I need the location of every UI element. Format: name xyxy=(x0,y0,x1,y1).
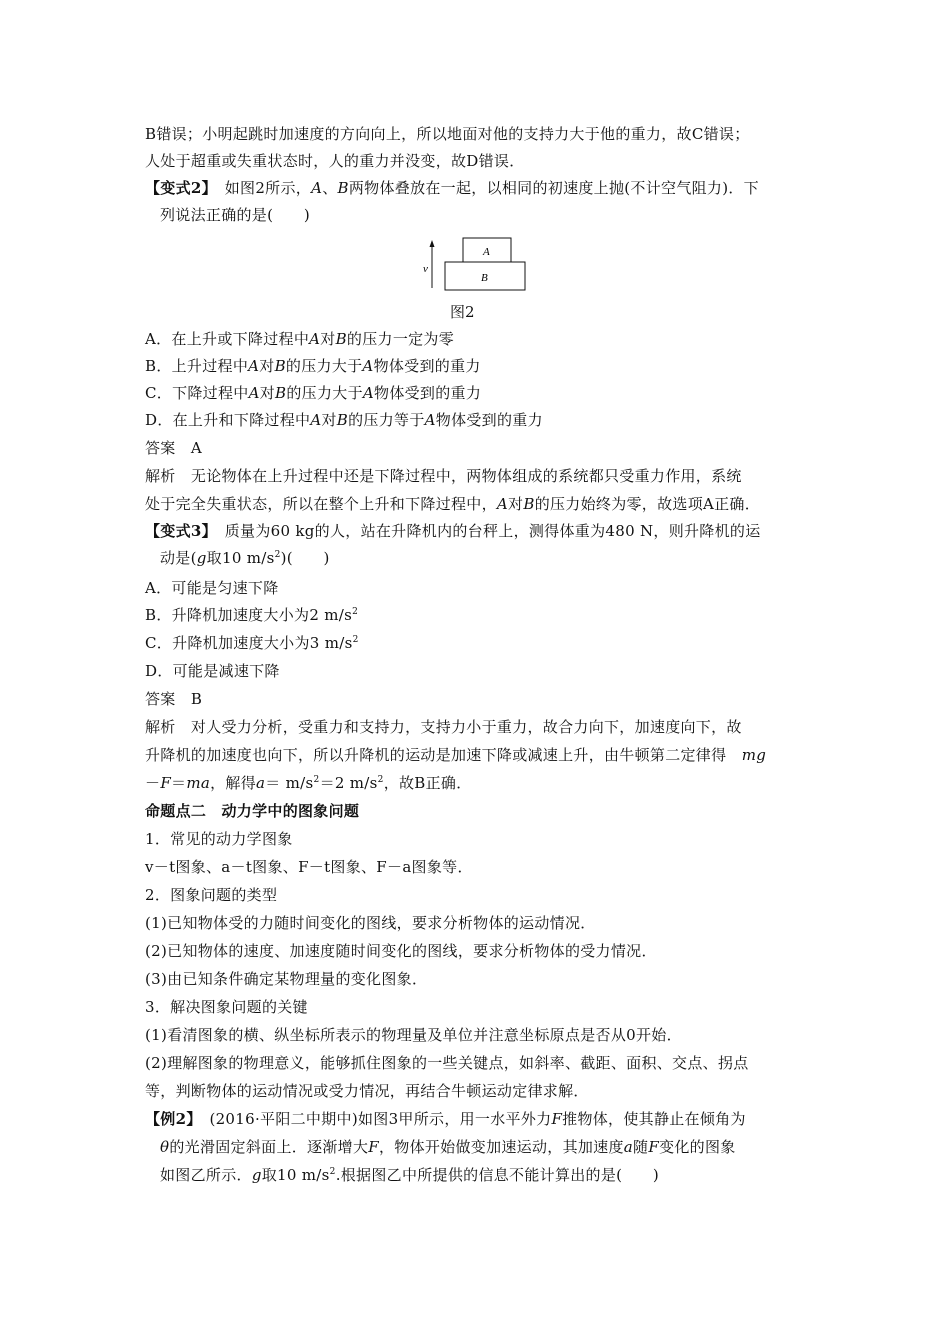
block-b-label: B xyxy=(481,272,488,284)
analysis-line: 解析 对人受力分析，受重力和支持力，支持力小于重力，故合力向下，加速度向下，故 xyxy=(145,718,742,736)
answer-line: 答案 B xyxy=(145,690,203,708)
analysis-line: 处于完全失重状态，所以在整个上升和下降过程中，A对B的压力始终为零，故选项A正确． xyxy=(145,495,761,513)
subheading: 1．常见的动力学图象 xyxy=(145,830,293,848)
text-line: (1)已知物体受的力随时间变化的图线，要求分析物体的运动情况． xyxy=(145,914,596,932)
example-tag: 【例2】 xyxy=(145,1110,195,1128)
text-line: 列说法正确的是( ) xyxy=(160,206,311,224)
text-line: B错误；小明起跳时加速度的方向向上，所以地面对他的支持力大于他的重力，故C错误； xyxy=(145,125,750,143)
example-2-question: 【例2】 (2016·平阳二中期中)如图3甲所示，用一水平外力F推物体，使其静止在倾角为 xyxy=(145,1110,746,1128)
arrow-head xyxy=(430,240,435,247)
text-line: 人处于超重或失重状态时，人的重力并没变，故D错误． xyxy=(145,152,525,170)
text-line: θ的光滑固定斜面上．逐渐增大F，物体开始做变加速运动，其加速度a随F变化的图象 xyxy=(160,1138,736,1156)
option-d: D．可能是减速下降 xyxy=(145,662,280,680)
analysis-line: －F＝ma，解得$a= m/s^2=2$ $m/s^2$，故B正确． xyxy=(145,774,472,792)
text-line: (1)看清图象的横、纵坐标所表示的物理量及单位并注意坐标原点是否从0开始． xyxy=(145,1026,682,1044)
variant-tag: 【变式3】 xyxy=(145,522,210,540)
figure-caption: 图2 xyxy=(450,303,475,321)
text-line: (2)理解图象的物理意义，能够抓住图象的一些关键点，如斜率、截距、面积、交点、拐点 xyxy=(145,1054,749,1072)
figure-2-blocks xyxy=(420,236,530,294)
text-line: 等，判断物体的运动情况或受力情况，再结合牛顿运动定律求解． xyxy=(145,1082,589,1100)
text-line: (2)已知物体的速度、加速度随时间变化的图线，要求分析物体的受力情况． xyxy=(145,942,657,960)
variant-2-question: 【变式2】 如图2所示，A、B两物体叠放在一起，以相同的初速度上抛(不计空气阻力)．下 xyxy=(145,179,759,197)
option-c: C．升降机加速度大小为3 $m/s^2$ xyxy=(145,634,359,652)
analysis-line: 升降机的加速度也向下，所以升降机的运动是加速下降或减速上升，由牛顿第二定律得 mg xyxy=(145,746,767,764)
section-heading: 命题点二 动力学中的图象问题 xyxy=(145,802,360,820)
block-a-label: A xyxy=(483,246,490,258)
variant-tag: 【变式2】 xyxy=(145,179,210,197)
text-line: (3)由已知条件确定某物理量的变化图象． xyxy=(145,970,428,988)
velocity-label: v xyxy=(423,263,428,275)
analysis-line: 解析 无论物体在上升过程中还是下降过程中，两物体组成的系统都只受重力作用，系统 xyxy=(145,467,742,485)
option-a: A．在上升或下降过程中A对B的压力一定为零 xyxy=(145,330,455,348)
text-line: v－t图象、a－t图象、F－t图象、F－a图象等． xyxy=(145,858,473,876)
text-line: 如图乙所示．g取10 $m/s^2$.根据图乙中所提供的信息不能计算出的是( ) xyxy=(160,1166,660,1184)
text-line: 动是(g取10 $m/s^2$)( ) xyxy=(160,549,330,567)
option-d: D．在上升和下降过程中A对B的压力等于A物体受到的重力 xyxy=(145,411,543,429)
option-b: B．上升过程中A对B的压力大于A物体受到的重力 xyxy=(145,357,481,375)
subheading: 3．解决图象问题的关键 xyxy=(145,998,308,1016)
subheading: 2．图象问题的类型 xyxy=(145,886,278,904)
answer-line: 答案 A xyxy=(145,439,203,457)
variant-3-question: 【变式3】 质量为60 kg的人，站在升降机内的台秤上，测得体重为480 N，则升降机的运 xyxy=(145,522,761,540)
option-c: C．下降过程中A对B的压力大于A物体受到的重力 xyxy=(145,384,482,402)
option-b: B．升降机加速度大小为2 $m/s^2$ xyxy=(145,606,359,624)
option-a: A．可能是匀速下降 xyxy=(145,579,279,597)
